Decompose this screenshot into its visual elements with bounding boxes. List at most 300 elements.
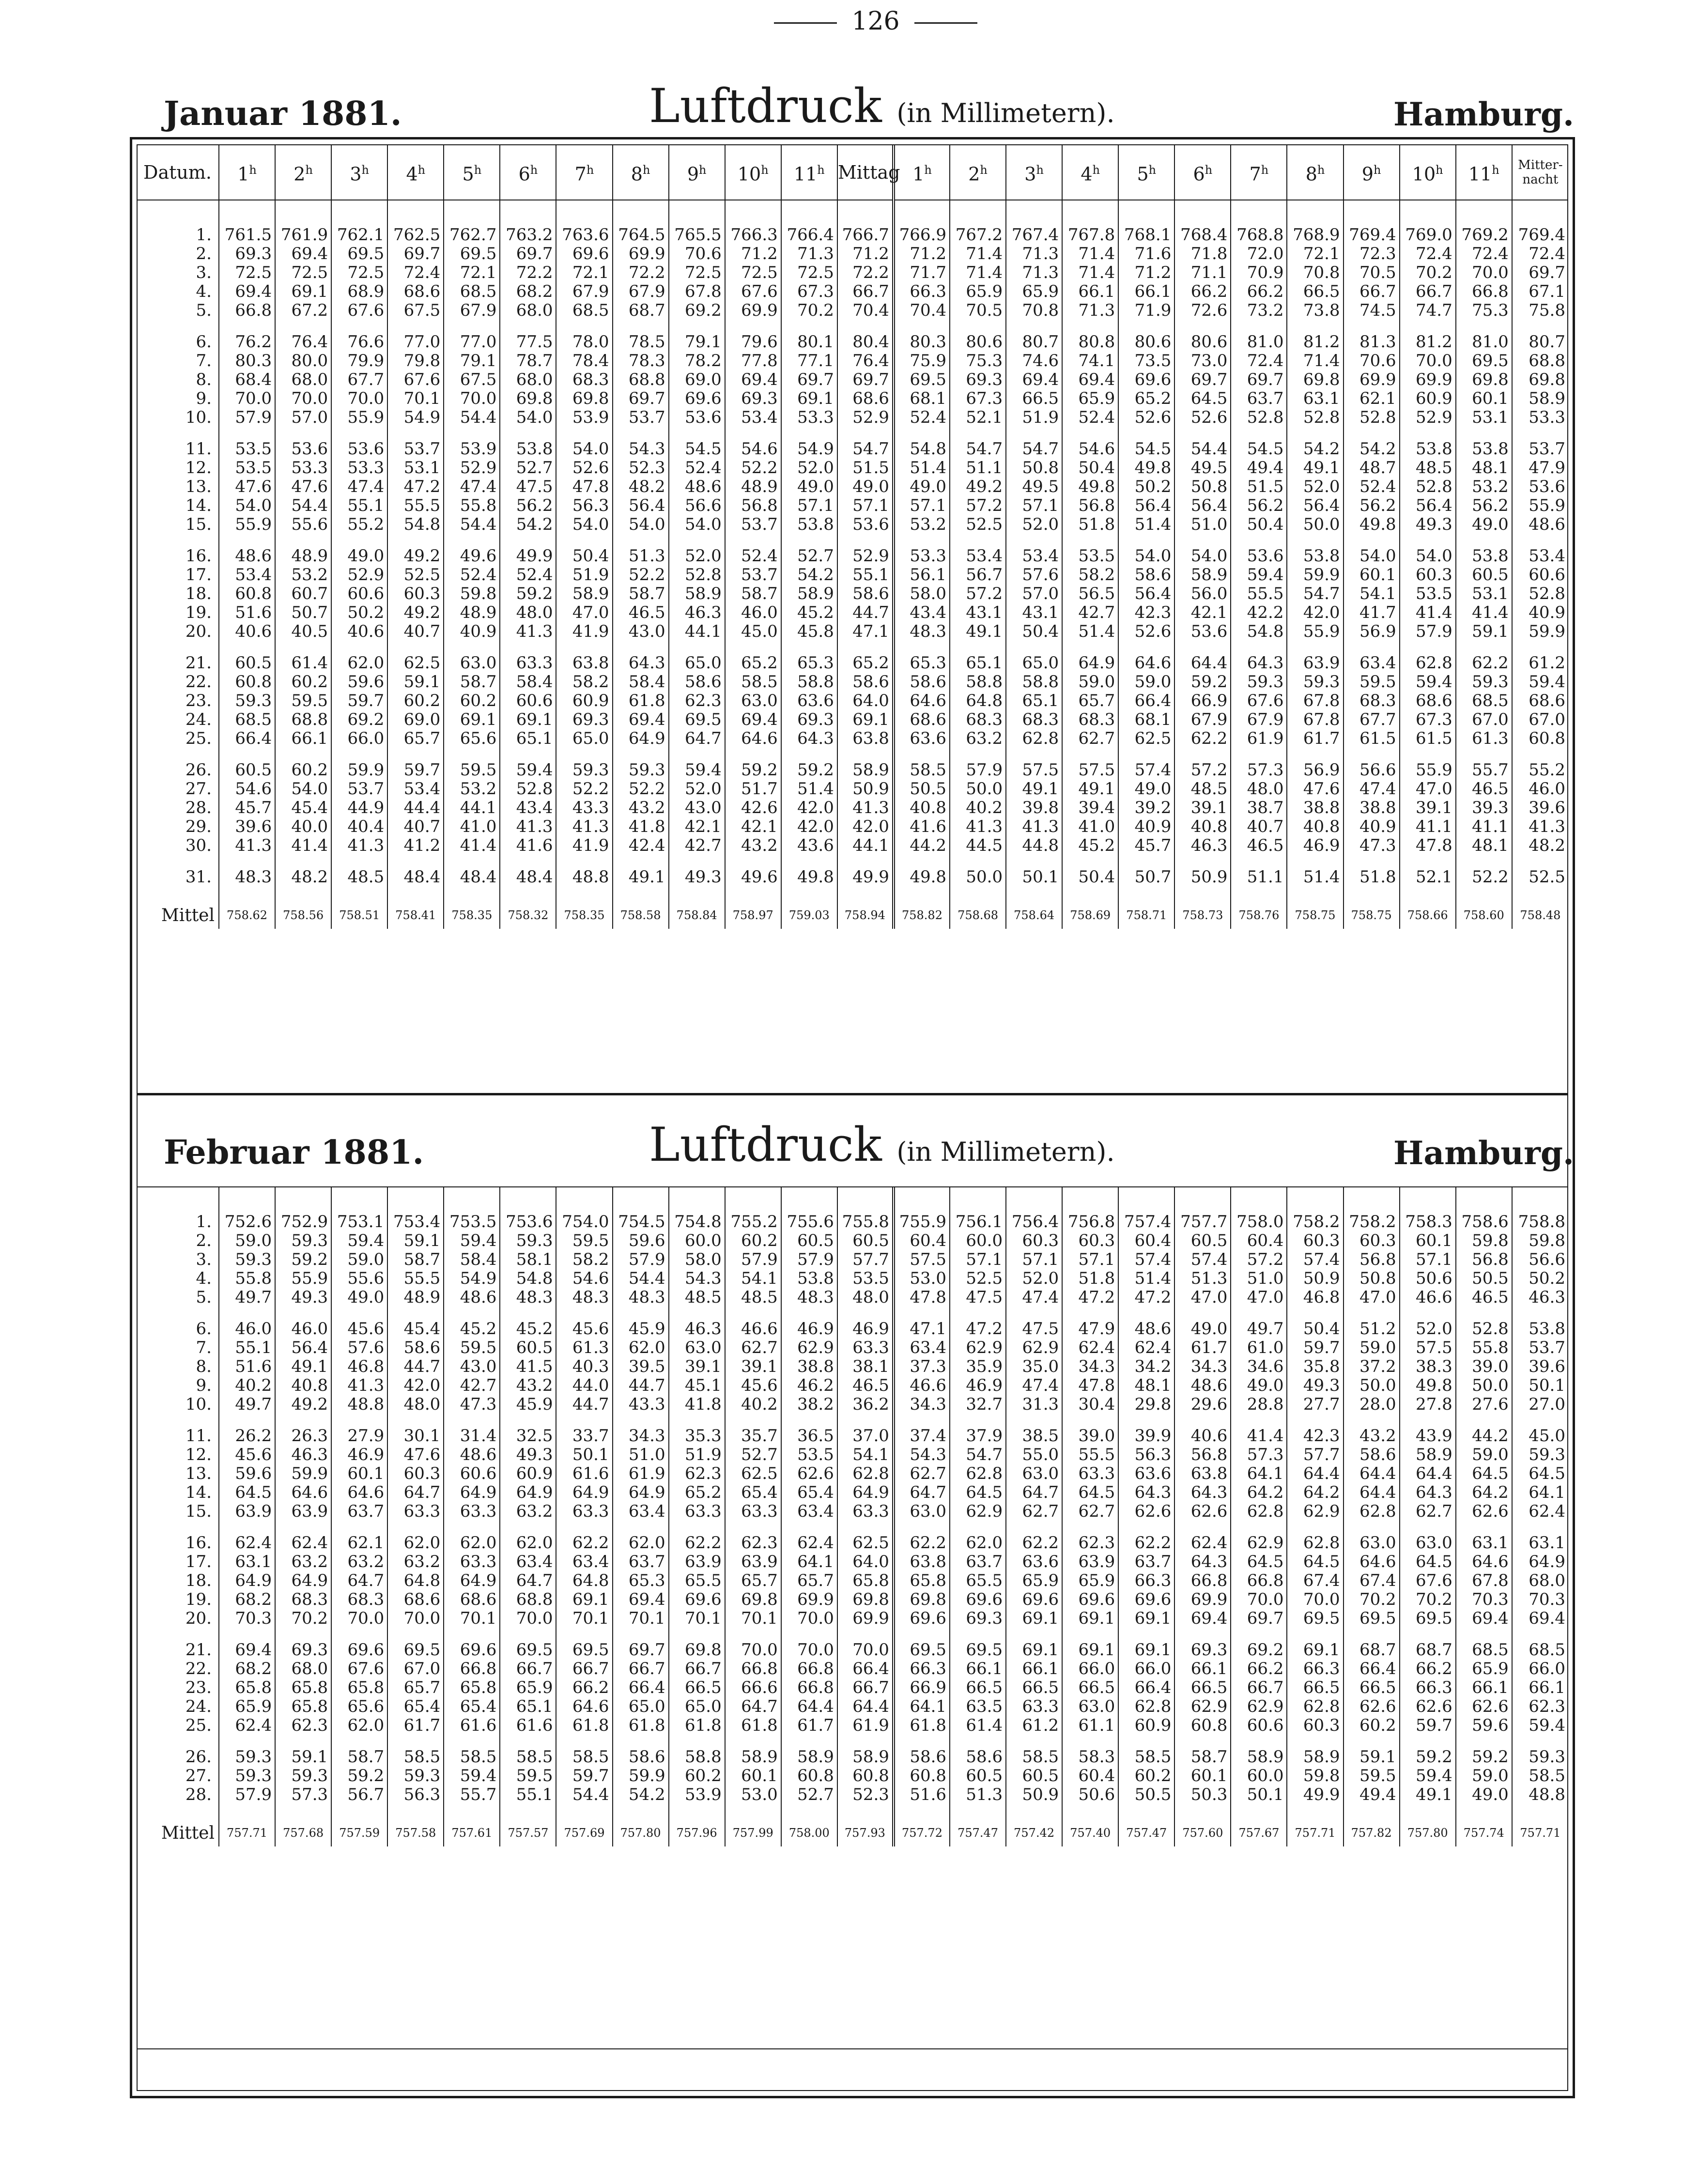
pressure-cell: 66.2 xyxy=(1400,1660,1456,1678)
pressure-cell: 45.0 xyxy=(1512,1414,1568,1446)
pressure-cell: 62.4 xyxy=(1118,1338,1174,1357)
pressure-cell: 754.8 xyxy=(669,1187,725,1231)
date-cell: 23. xyxy=(185,1678,212,1697)
pressure-cell: 48.6 xyxy=(669,477,725,496)
pressure-cell: 43.3 xyxy=(556,799,612,817)
pressure-cell: 79.1 xyxy=(669,320,725,352)
hour-superscript: h xyxy=(1092,163,1100,177)
pressure-cell: 43.4 xyxy=(894,603,950,622)
pressure-cell: 66.0 xyxy=(1512,1660,1568,1678)
january-table-block xyxy=(137,145,1568,929)
pressure-cell: 41.3 xyxy=(500,622,556,641)
pressure-cell: 65.8 xyxy=(275,1697,331,1716)
pressure-cell: 65.6 xyxy=(444,729,500,748)
pressure-cell: 53.1 xyxy=(387,459,444,477)
pressure-cell: 62.0 xyxy=(331,1716,387,1735)
mean-cell: 758.62 xyxy=(219,887,275,929)
date-cell: 17. xyxy=(185,1552,212,1571)
pressure-cell: 63.3 xyxy=(669,1502,725,1521)
date-cell: 8. xyxy=(196,370,212,389)
pressure-cell: 44.7 xyxy=(613,1376,669,1395)
date-cell: 26. xyxy=(185,760,212,780)
mean-cell: 757.74 xyxy=(1456,1804,1512,1846)
pressure-cell: 58.9 xyxy=(1231,1735,1287,1767)
pressure-cell: 59.4 xyxy=(444,1231,500,1250)
pressure-cell: 47.5 xyxy=(1006,1307,1062,1338)
date-cell: 27. xyxy=(185,779,212,799)
pressure-cell: 60.9 xyxy=(1118,1716,1174,1735)
mean-cell: 757.47 xyxy=(950,1804,1006,1846)
pressure-cell: 766.3 xyxy=(725,200,781,245)
pressure-cell: 62.2 xyxy=(1174,729,1231,748)
pressure-cell: 72.4 xyxy=(1231,352,1287,370)
pressure-cell: 48.4 xyxy=(500,855,556,887)
pressure-cell: 753.1 xyxy=(331,1187,387,1231)
pressure-cell: 44.2 xyxy=(894,836,950,855)
pressure-cell: 50.9 xyxy=(837,780,894,799)
pressure-cell: 57.9 xyxy=(219,1785,275,1804)
pressure-cell: 41.3 xyxy=(1512,817,1568,836)
table-row xyxy=(137,1628,1568,1660)
hour-number: 11 xyxy=(1468,163,1492,185)
pressure-cell: 53.2 xyxy=(275,566,331,584)
pressure-cell: 69.5 xyxy=(894,1628,950,1660)
pressure-cell: 70.2 xyxy=(1400,1590,1456,1609)
pressure-cell: 66.2 xyxy=(1231,1660,1287,1678)
pressure-cell: 53.6 xyxy=(1174,622,1231,641)
pressure-cell: 45.9 xyxy=(613,1307,669,1338)
pressure-cell: 66.0 xyxy=(1062,1660,1118,1678)
pressure-cell: 64.9 xyxy=(219,1571,275,1590)
mean-cell: 757.71 xyxy=(1512,1804,1568,1846)
pressure-cell: 62.8 xyxy=(837,1464,894,1483)
pressure-cell: 64.1 xyxy=(1512,1483,1568,1502)
pressure-cell: 68.6 xyxy=(387,1590,444,1609)
pressure-cell: 50.2 xyxy=(1512,1269,1568,1288)
pressure-cell: 56.6 xyxy=(1344,748,1400,780)
pressure-cell: 56.2 xyxy=(1231,496,1287,515)
pressure-cell: 69.6 xyxy=(1118,370,1174,389)
mean-cell: 758.68 xyxy=(950,887,1006,929)
pressure-cell: 48.8 xyxy=(556,855,612,887)
pressure-cell: 51.8 xyxy=(1344,855,1400,887)
pressure-cell: 56.4 xyxy=(1118,584,1174,603)
pressure-cell: 51.6 xyxy=(894,1785,950,1804)
pressure-cell: 59.2 xyxy=(331,1767,387,1785)
pressure-cell: 46.3 xyxy=(275,1446,331,1464)
pressure-cell: 47.3 xyxy=(444,1395,500,1414)
mean-cell: 757.42 xyxy=(1006,1804,1062,1846)
pressure-cell: 57.9 xyxy=(219,408,275,427)
pressure-cell: 60.0 xyxy=(669,1231,725,1250)
pressure-cell: 49.5 xyxy=(1006,477,1062,496)
pressure-cell: 69.3 xyxy=(219,245,275,263)
pressure-cell: 60.8 xyxy=(219,673,275,692)
pressure-cell: 51.3 xyxy=(613,534,669,566)
pressure-cell: 52.4 xyxy=(1344,477,1400,496)
pressure-cell: 59.4 xyxy=(500,748,556,780)
pressure-cell: 69.4 xyxy=(1174,1609,1231,1628)
pressure-cell: 59.3 xyxy=(556,748,612,780)
pressure-cell: 64.9 xyxy=(613,729,669,748)
pressure-cell: 40.6 xyxy=(219,622,275,641)
pressure-cell: 63.3 xyxy=(1006,1697,1062,1716)
pressure-cell: 80.6 xyxy=(950,320,1006,352)
pressure-cell: 47.5 xyxy=(950,1288,1006,1307)
pressure-cell: 62.8 xyxy=(1231,1502,1287,1521)
pressure-cell: 71.2 xyxy=(725,245,781,263)
pressure-cell: 55.7 xyxy=(444,1785,500,1804)
pressure-cell: 64.9 xyxy=(1512,1553,1568,1571)
mean-cell: 758.71 xyxy=(1118,887,1174,929)
table-row xyxy=(137,817,1568,836)
pressure-cell: 57.7 xyxy=(837,1250,894,1269)
date-cell: 18. xyxy=(185,584,212,603)
table-row xyxy=(137,1767,1568,1785)
pressure-cell: 68.2 xyxy=(219,1590,275,1609)
pressure-cell: 53.7 xyxy=(725,566,781,584)
pressure-cell: 68.4 xyxy=(219,370,275,389)
pressure-cell: 42.0 xyxy=(781,817,837,836)
pressure-cell: 57.5 xyxy=(894,1250,950,1269)
pressure-cell: 59.9 xyxy=(275,1464,331,1483)
pressure-cell: 62.8 xyxy=(1006,729,1062,748)
pressure-cell: 47.4 xyxy=(1006,1288,1062,1307)
pressure-cell: 59.4 xyxy=(1400,1767,1456,1785)
pressure-cell: 65.0 xyxy=(669,641,725,673)
pressure-cell: 53.7 xyxy=(725,515,781,534)
pressure-cell: 69.3 xyxy=(1174,1628,1231,1660)
pressure-cell: 69.4 xyxy=(219,282,275,301)
pressure-cell: 61.9 xyxy=(1231,729,1287,748)
pressure-cell: 59.4 xyxy=(1400,673,1456,692)
pressure-cell: 57.5 xyxy=(1006,748,1062,780)
pressure-cell: 63.8 xyxy=(837,729,894,748)
pressure-cell: 66.7 xyxy=(500,1660,556,1678)
pressure-cell: 62.6 xyxy=(1344,1697,1400,1716)
pressure-cell: 56.8 xyxy=(1062,496,1118,515)
pressure-cell: 55.6 xyxy=(331,1269,387,1288)
pressure-cell: 47.6 xyxy=(219,477,275,496)
pressure-cell: 65.7 xyxy=(725,1571,781,1590)
pressure-cell: 59.3 xyxy=(1512,1735,1568,1767)
pressure-cell: 69.9 xyxy=(725,301,781,320)
pressure-cell: 45.6 xyxy=(556,1307,612,1338)
pressure-cell: 51.3 xyxy=(1174,1269,1231,1288)
pressure-cell: 54.0 xyxy=(1118,534,1174,566)
pressure-cell: 53.5 xyxy=(219,427,275,459)
pressure-cell: 58.9 xyxy=(781,1735,837,1767)
pressure-cell: 52.9 xyxy=(1400,408,1456,427)
pressure-cell: 52.6 xyxy=(1174,408,1231,427)
hour-superscript: h xyxy=(980,163,988,177)
pressure-cell: 58.5 xyxy=(1006,1735,1062,1767)
pressure-cell: 66.4 xyxy=(613,1678,669,1697)
pressure-cell: 70.0 xyxy=(1231,1590,1287,1609)
pressure-cell: 42.6 xyxy=(725,799,781,817)
pressure-cell: 63.1 xyxy=(1512,1521,1568,1553)
pressure-cell: 55.9 xyxy=(331,408,387,427)
pressure-cell: 61.2 xyxy=(1512,641,1568,673)
pressure-cell: 67.8 xyxy=(669,282,725,301)
pressure-cell: 49.8 xyxy=(894,855,950,887)
pressure-cell: 43.2 xyxy=(725,836,781,855)
pressure-cell: 69.7 xyxy=(387,245,444,263)
pressure-cell: 62.2 xyxy=(894,1521,950,1553)
pressure-cell: 58.8 xyxy=(950,673,1006,692)
hour-superscript: h xyxy=(642,163,650,177)
pressure-cell: 68.2 xyxy=(500,282,556,301)
pressure-cell: 47.9 xyxy=(1062,1307,1118,1338)
pressure-cell: 39.4 xyxy=(1062,799,1118,817)
pressure-cell: 48.5 xyxy=(331,855,387,887)
pressure-cell: 76.4 xyxy=(275,320,331,352)
pressure-cell: 54.7 xyxy=(837,427,894,459)
date-cell: 14. xyxy=(185,1483,212,1502)
table-row xyxy=(137,1269,1568,1288)
february-city: Hamburg. xyxy=(1393,1134,1574,1172)
pressure-cell: 47.0 xyxy=(1400,780,1456,799)
hour-superscript: h xyxy=(1148,163,1157,177)
pressure-cell: 53.9 xyxy=(669,1785,725,1804)
pressure-cell: 59.3 xyxy=(219,1735,275,1767)
hour-superscript: h xyxy=(1317,163,1325,177)
pressure-cell: 47.3 xyxy=(1344,836,1400,855)
pressure-cell: 38.8 xyxy=(1344,799,1400,817)
date-cell: 24. xyxy=(185,1697,212,1716)
pressure-cell: 49.1 xyxy=(275,1357,331,1376)
pressure-cell: 69.7 xyxy=(500,245,556,263)
pressure-cell: 53.5 xyxy=(1400,584,1456,603)
pressure-cell: 58.9 xyxy=(837,1735,894,1767)
pressure-cell: 69.4 xyxy=(1512,1609,1568,1628)
pressure-cell: 52.5 xyxy=(1512,855,1568,887)
pressure-cell: 46.0 xyxy=(275,1307,331,1338)
pressure-cell: 41.5 xyxy=(500,1357,556,1376)
pressure-cell: 57.3 xyxy=(275,1785,331,1804)
pressure-cell: 52.8 xyxy=(669,566,725,584)
pressure-cell: 51.8 xyxy=(1062,1269,1118,1288)
february-heading xyxy=(140,1119,1574,1172)
pressure-cell: 65.3 xyxy=(894,641,950,673)
pressure-cell: 66.5 xyxy=(1006,1678,1062,1697)
pressure-cell: 53.4 xyxy=(950,534,1006,566)
pressure-cell: 66.4 xyxy=(1118,692,1174,710)
pressure-cell: 48.6 xyxy=(219,534,275,566)
pressure-cell: 43.9 xyxy=(1400,1414,1456,1446)
pressure-cell: 69.9 xyxy=(837,1609,894,1628)
date-cell: 28. xyxy=(185,1785,212,1804)
pressure-cell: 53.5 xyxy=(837,1269,894,1288)
pressure-cell: 58.6 xyxy=(1118,566,1174,584)
pressure-cell: 60.6 xyxy=(500,692,556,710)
pressure-cell: 63.3 xyxy=(725,1502,781,1521)
pressure-cell: 72.5 xyxy=(725,263,781,282)
pressure-cell: 72.6 xyxy=(1174,301,1231,320)
pressure-cell: 72.2 xyxy=(837,263,894,282)
pressure-cell: 59.3 xyxy=(1512,1446,1568,1464)
pressure-cell: 54.1 xyxy=(725,1269,781,1288)
pressure-cell: 70.0 xyxy=(331,1609,387,1628)
pressure-cell: 753.6 xyxy=(500,1187,556,1231)
pressure-cell: 68.5 xyxy=(219,710,275,729)
pressure-cell: 69.9 xyxy=(1344,370,1400,389)
pressure-cell: 53.6 xyxy=(1512,477,1568,496)
pressure-cell: 29.8 xyxy=(1118,1395,1174,1414)
pressure-cell: 62.6 xyxy=(781,1464,837,1483)
pressure-cell: 63.5 xyxy=(950,1697,1006,1716)
pressure-cell: 49.3 xyxy=(500,1446,556,1464)
pressure-cell: 54.7 xyxy=(1006,427,1062,459)
pressure-cell: 41.4 xyxy=(1400,603,1456,622)
pressure-cell: 66.7 xyxy=(1400,282,1456,301)
pressure-cell: 56.3 xyxy=(387,1785,444,1804)
date-cell: 14. xyxy=(185,496,212,515)
pressure-cell: 48.6 xyxy=(1118,1307,1174,1338)
pressure-cell: 78.2 xyxy=(669,352,725,370)
pressure-cell: 72.2 xyxy=(500,263,556,282)
pressure-cell: 55.8 xyxy=(444,496,500,515)
pressure-cell: 35.0 xyxy=(1006,1357,1062,1376)
pressure-cell: 69.1 xyxy=(1006,1609,1062,1628)
pressure-cell: 58.9 xyxy=(1287,1735,1343,1767)
mean-cell: 758.58 xyxy=(613,887,669,929)
pressure-cell: 63.9 xyxy=(725,1553,781,1571)
date-cell: 10. xyxy=(185,1395,212,1414)
date-cell: 15. xyxy=(185,515,212,534)
pressure-cell: 47.8 xyxy=(894,1288,950,1307)
pressure-cell: 56.2 xyxy=(500,496,556,515)
pressure-cell: 72.0 xyxy=(1231,245,1287,263)
pressure-cell: 30.4 xyxy=(1062,1395,1118,1414)
pressure-cell: 72.1 xyxy=(1287,245,1343,263)
pressure-cell: 66.3 xyxy=(894,282,950,301)
pressure-cell: 65.7 xyxy=(387,1678,444,1697)
pressure-cell: 50.5 xyxy=(894,780,950,799)
pressure-cell: 64.6 xyxy=(1456,1553,1512,1571)
pressure-cell: 67.3 xyxy=(950,389,1006,408)
pressure-cell: 52.0 xyxy=(1400,1307,1456,1338)
pressure-cell: 69.2 xyxy=(331,710,387,729)
table-row xyxy=(137,1307,1568,1338)
pressure-cell: 39.1 xyxy=(1400,799,1456,817)
pressure-cell: 63.1 xyxy=(1287,389,1343,408)
pressure-cell: 52.2 xyxy=(556,780,612,799)
pressure-cell: 67.5 xyxy=(387,301,444,320)
pressure-cell: 56.9 xyxy=(1287,748,1343,780)
pressure-cell: 59.3 xyxy=(275,1767,331,1785)
header-row xyxy=(137,145,1568,200)
pressure-cell: 48.4 xyxy=(444,855,500,887)
pressure-cell: 80.6 xyxy=(1118,320,1174,352)
pressure-cell: 66.8 xyxy=(1231,1571,1287,1590)
pressure-cell: 756.4 xyxy=(1006,1187,1062,1231)
pressure-cell: 52.8 xyxy=(1456,1307,1512,1338)
pressure-cell: 46.9 xyxy=(781,1307,837,1338)
pressure-cell: 62.4 xyxy=(1512,1502,1568,1521)
pressure-cell: 40.4 xyxy=(331,817,387,836)
pressure-cell: 64.5 xyxy=(1456,1464,1512,1483)
pressure-cell: 59.5 xyxy=(1344,1767,1400,1785)
pressure-cell: 70.0 xyxy=(837,1628,894,1660)
pressure-cell: 49.9 xyxy=(1287,1785,1343,1804)
pressure-cell: 65.8 xyxy=(837,1571,894,1590)
pressure-cell: 67.0 xyxy=(1512,710,1568,729)
pressure-cell: 60.5 xyxy=(950,1767,1006,1785)
pressure-cell: 69.5 xyxy=(1344,1609,1400,1628)
pressure-cell: 52.4 xyxy=(725,534,781,566)
pressure-cell: 48.3 xyxy=(894,622,950,641)
pressure-cell: 53.5 xyxy=(1062,534,1118,566)
pressure-cell: 46.3 xyxy=(669,603,725,622)
pressure-cell: 59.0 xyxy=(219,1231,275,1250)
pressure-cell: 77.0 xyxy=(444,320,500,352)
pressure-cell: 62.3 xyxy=(669,692,725,710)
pressure-cell: 70.0 xyxy=(1400,352,1456,370)
pressure-cell: 56.4 xyxy=(1174,496,1231,515)
pressure-cell: 51.0 xyxy=(1174,515,1231,534)
pressure-cell: 56.4 xyxy=(1118,496,1174,515)
pressure-cell: 60.9 xyxy=(500,1464,556,1483)
pressure-cell: 59.9 xyxy=(1512,622,1568,641)
pressure-cell: 39.3 xyxy=(1456,799,1512,817)
pressure-cell: 59.5 xyxy=(444,1338,500,1357)
pressure-cell: 64.4 xyxy=(1174,641,1231,673)
pressure-cell: 64.9 xyxy=(556,1483,612,1502)
pressure-cell: 69.4 xyxy=(613,710,669,729)
pressure-cell: 68.6 xyxy=(894,710,950,729)
pressure-cell: 41.1 xyxy=(1400,817,1456,836)
pressure-cell: 64.5 xyxy=(1287,1553,1343,1571)
pressure-cell: 60.0 xyxy=(950,1231,1006,1250)
pressure-cell: 64.5 xyxy=(1512,1464,1568,1483)
pressure-cell: 81.0 xyxy=(1456,320,1512,352)
pressure-cell: 54.2 xyxy=(781,566,837,584)
pressure-cell: 59.5 xyxy=(556,1231,612,1250)
table-row xyxy=(137,1553,1568,1571)
pressure-cell: 64.2 xyxy=(1287,1483,1343,1502)
date-cell: 8. xyxy=(196,1357,212,1376)
pressure-cell: 69.2 xyxy=(669,301,725,320)
pressure-cell: 59.5 xyxy=(275,692,331,710)
pressure-cell: 71.3 xyxy=(781,245,837,263)
date-cell: 18. xyxy=(185,1571,212,1590)
pressure-cell: 65.9 xyxy=(1456,1660,1512,1678)
pressure-cell: 39.1 xyxy=(725,1357,781,1376)
pressure-cell: 59.0 xyxy=(1456,1446,1512,1464)
pressure-cell: 57.6 xyxy=(331,1338,387,1357)
pressure-cell: 49.0 xyxy=(1456,1785,1512,1804)
pressure-cell: 58.6 xyxy=(1344,1446,1400,1464)
hour-number: 7 xyxy=(574,163,587,185)
pressure-cell: 769.4 xyxy=(1344,200,1400,245)
pressure-cell: 49.8 xyxy=(781,855,837,887)
pressure-cell: 65.9 xyxy=(1006,1571,1062,1590)
pressure-cell: 58.5 xyxy=(444,1735,500,1767)
pressure-cell: 59.7 xyxy=(387,748,444,780)
pressure-cell: 57.5 xyxy=(1062,748,1118,780)
pressure-cell: 53.1 xyxy=(1456,408,1512,427)
pressure-cell: 69.5 xyxy=(444,245,500,263)
date-cell: 27. xyxy=(185,1766,212,1785)
table-row xyxy=(137,408,1568,427)
table-row xyxy=(137,780,1568,799)
pressure-cell: 58.8 xyxy=(781,673,837,692)
pressure-cell: 50.8 xyxy=(1344,1269,1400,1288)
hour-label: Mittag xyxy=(837,161,900,183)
pressure-cell: 69.4 xyxy=(275,245,331,263)
pressure-cell: 40.5 xyxy=(275,622,331,641)
